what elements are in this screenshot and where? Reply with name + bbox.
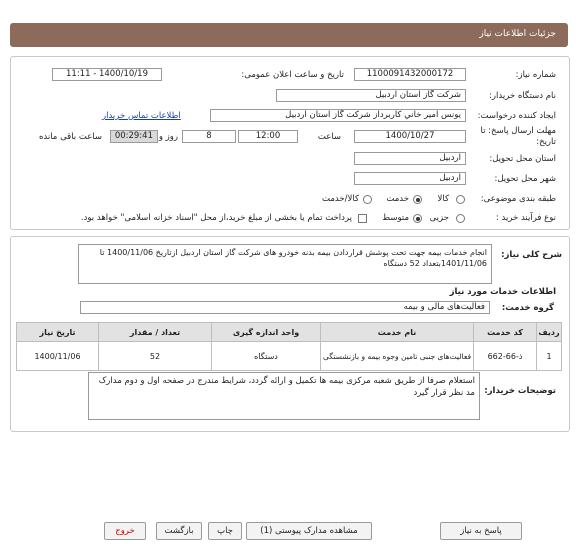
province-field: اردبيل: [354, 152, 466, 165]
buyer-notes-text: استعلام صرفا از طريق شعبه مرکزی بيمه ها تکميل و ارائه گردد، شرايط مندرج در صفحه اول و دوم مدارک مد نظر قرار گيرد: [88, 372, 480, 420]
services-table: [16, 322, 562, 371]
cell-service-code: ذ-66-662: [474, 342, 537, 371]
deadline-label: مهلت ارسال پاسخ: تا تاريخ:: [480, 126, 556, 147]
col-need-date: تاريخ نياز: [17, 323, 99, 342]
category-option-service: خدمت: [386, 194, 409, 204]
col-quantity: تعداد / مقدار: [99, 323, 212, 342]
creator-field: يونس امير خاني کاربرداز شرکت گاز استان اردبيل: [210, 109, 466, 122]
category-label: طبقه بندی موضوعی:: [480, 194, 556, 204]
announce-date-field: 1400/10/19 - 11:11: [52, 68, 162, 81]
deadline-time-label: ساعت: [317, 132, 341, 142]
category-option-goods: کالا: [437, 194, 449, 204]
need-number-field: 1100091432000172: [354, 68, 466, 81]
city-label: شهر محل تحويل:: [494, 174, 556, 184]
announce-label: تاريخ و ساعت اعلان عمومی:: [241, 70, 344, 80]
cell-need-date: 1400/11/06: [17, 342, 99, 371]
purchase-type-label: نوع فرآيند خريد :: [495, 213, 556, 223]
col-row-number: رديف: [537, 323, 562, 342]
table-row: [17, 342, 562, 371]
buyer-contact-link[interactable]: اطلاعات تماس خريدار: [102, 111, 181, 121]
need-number-label: شماره نياز:: [515, 70, 556, 80]
buyer-notes-label: توضيحات خريدار:: [484, 386, 556, 396]
cell-unit: دستگاه: [212, 342, 321, 371]
service-group-label: گروه خدمت:: [501, 303, 554, 313]
remaining-time-field: 00:29:41: [110, 130, 158, 143]
col-service-name: نام خدمت: [321, 323, 474, 342]
exit-button[interactable]: خروج: [104, 522, 146, 540]
reply-button[interactable]: پاسخ به نياز: [440, 522, 522, 540]
summary-label: شرح کلی نياز:: [501, 250, 562, 260]
page-title: جزئيات اطلاعات نياز: [479, 29, 556, 39]
purchase-radio-minor[interactable]: [456, 214, 465, 223]
buyer-org-field: شرکت گاز استان اردبيل: [276, 89, 466, 102]
col-unit: واحد اندازه گيری: [212, 323, 321, 342]
deadline-time-field: 12:00: [238, 130, 298, 143]
category-radio-goods[interactable]: [456, 195, 465, 204]
deadline-date-field: 1400/10/27: [354, 130, 466, 143]
creator-label: ايجاد کننده درخواست:: [477, 111, 556, 121]
treasury-payment-checkbox[interactable]: [358, 214, 367, 223]
cell-row-number: 1: [537, 342, 562, 371]
purchase-option-medium: متوسط: [382, 213, 409, 223]
category-option-goods-service: کالا/خدمت: [322, 194, 359, 204]
remaining-label: ساعت باقی مانده: [38, 132, 102, 142]
print-button[interactable]: چاپ: [208, 522, 242, 540]
attachments-button[interactable]: مشاهده مدارک پيوستی (1): [246, 522, 372, 540]
province-label: استان محل تحويل:: [489, 154, 556, 164]
services-section-title: اطلاعات خدمات مورد نياز: [449, 287, 556, 297]
category-radio-goods-service[interactable]: [363, 195, 372, 204]
category-radio-service[interactable]: [413, 195, 422, 204]
back-button[interactable]: بازگشت: [156, 522, 202, 540]
summary-text: انجام خدمات بیمه جهت تحت پوشش قراردادن بیمه بدنه خودرو های شرکت گاز استان اردبیل ازتاریخ 1400/11/06 تا 1401/11/06بتعداد 52 دستگاه: [78, 244, 492, 284]
purchase-radio-medium[interactable]: [413, 214, 422, 223]
page-title-bar: [10, 23, 568, 47]
purchase-option-minor: جزيی: [429, 213, 449, 223]
buyer-org-label: نام دستگاه خريدار:: [489, 91, 556, 101]
city-field: اردبيل: [354, 172, 466, 185]
col-service-code: کد خدمت: [474, 323, 537, 342]
table-header-row: [17, 323, 562, 342]
days-remaining-field: 8: [182, 130, 236, 143]
days-label: روز و: [158, 132, 178, 142]
cell-service-name: فعاليت‌های جنبی تامين وجوه بيمه و بازنشستگی: [321, 342, 474, 371]
service-group-field: فعاليت‌های مالی و بيمه: [80, 301, 490, 314]
cell-quantity: 52: [99, 342, 212, 371]
treasury-payment-note: پرداخت تمام يا بخشی از مبلغ خريد،از محل "اسناد خزانه اسلامی" خواهد بود.: [80, 213, 352, 223]
